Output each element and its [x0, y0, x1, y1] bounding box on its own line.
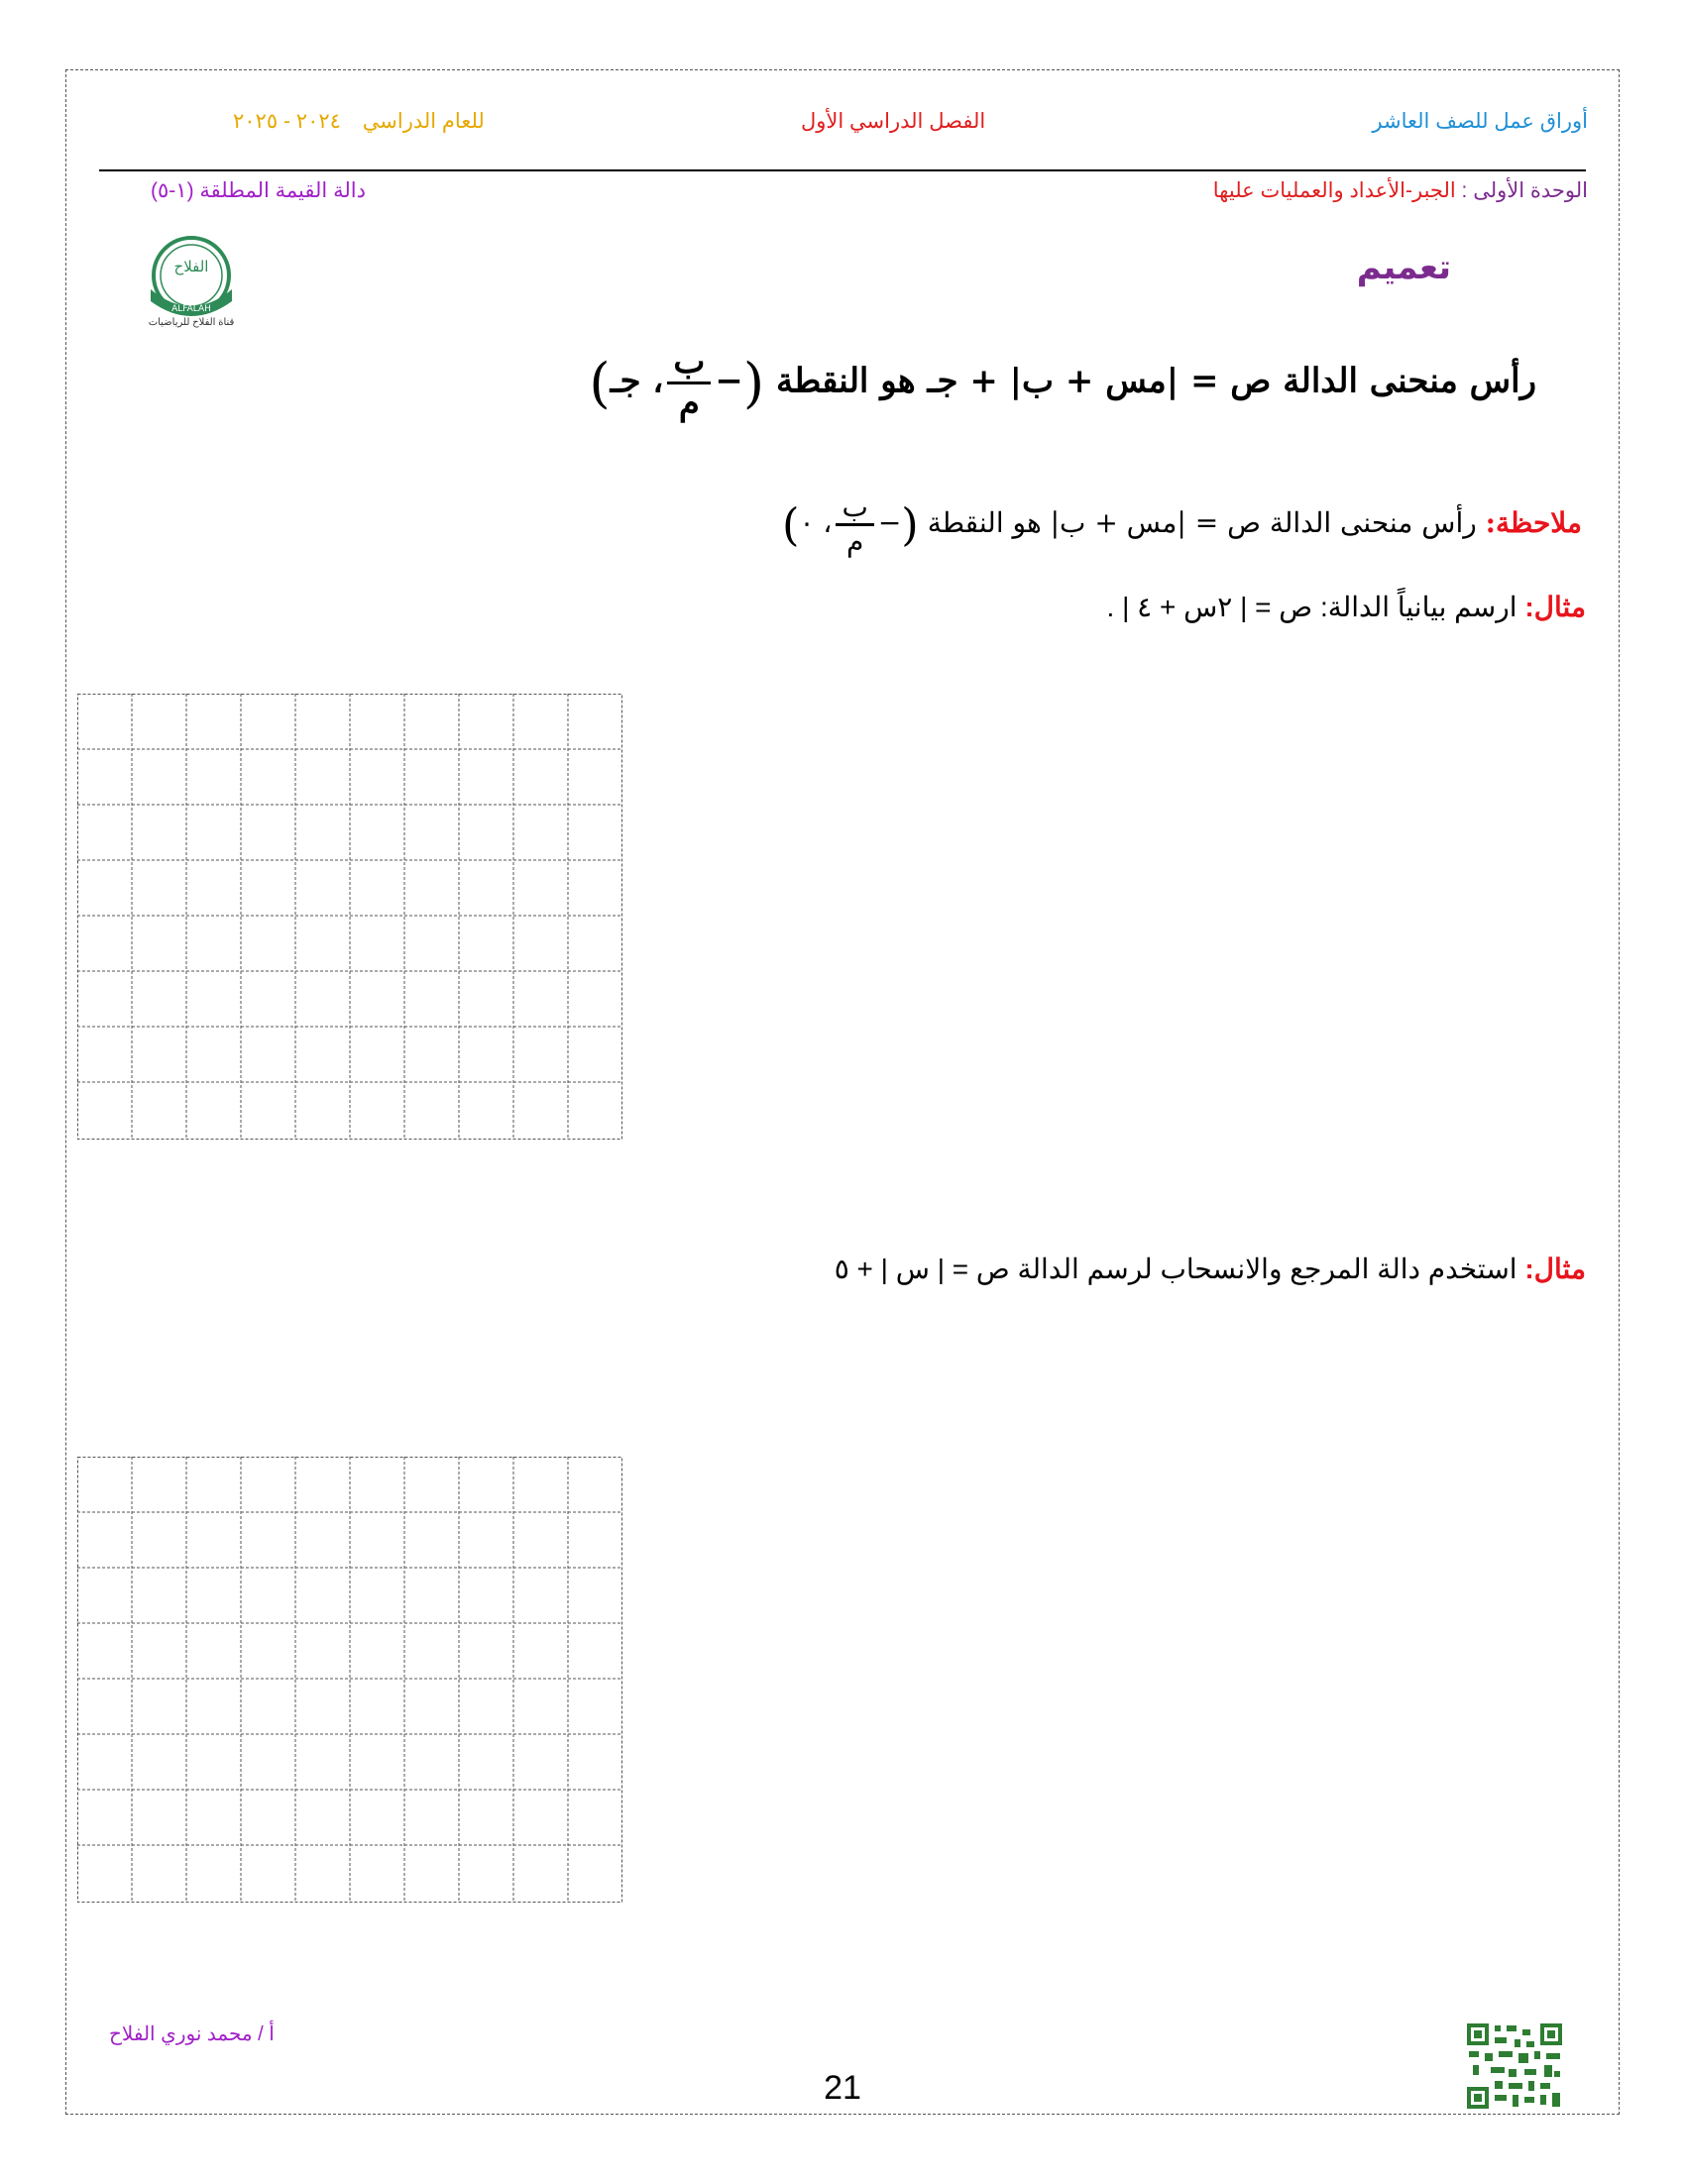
- header-year-range: ٢٠٢٤ - ٢٠٢٥: [233, 110, 341, 133]
- header-lesson: دالة القيمة المطلقة (١-٥): [151, 179, 366, 202]
- generalization-title: تعميم: [1356, 248, 1451, 287]
- note-second-coordinate: ، ٠: [799, 506, 833, 540]
- header-divider: [99, 169, 1586, 171]
- qr-code-icon: [1465, 2021, 1564, 2111]
- note-statement: رأس منحنى الدالة ص = |مس + ب| هو النقطة: [927, 506, 1477, 540]
- header-semester: الفصل الدراسي الأول: [801, 110, 986, 133]
- example-2: [835, 1253, 1586, 1285]
- note-fraction: [836, 491, 873, 558]
- example-2-label: مثال:: [1524, 1254, 1586, 1284]
- logo-caption: قناة الفلاح للرياضيات: [148, 317, 235, 328]
- note-block: [782, 491, 1582, 558]
- open-paren: (: [742, 352, 765, 415]
- fraction-numerator: ب: [667, 343, 711, 384]
- header-year-label: للعام الدراسي: [362, 110, 485, 133]
- logo-en-text: ALFALAH: [171, 304, 211, 314]
- fraction-numerator: ب: [836, 491, 873, 526]
- fraction-denominator: م: [678, 383, 700, 424]
- close-paren: ): [589, 352, 611, 415]
- generalization-statement: رأس منحنى الدالة ص = |مس + ب| + جـ هو النقطة: [775, 361, 1536, 401]
- example-1-label: مثال:: [1524, 592, 1586, 622]
- author-name: أ / محمد نوري الفلاح: [109, 2023, 275, 2045]
- example-1-text: ارسم بيانياً الدالة: ص = | ٢س + ٤ | .: [1106, 592, 1517, 622]
- graph-grid-2[interactable]: [77, 1457, 622, 1903]
- header-academic-year: [233, 109, 485, 134]
- generalization-fraction: [667, 343, 711, 423]
- example-2-text: استخدم دالة المرجع والانسحاب لرسم الدالة ص = | س | + ٥: [834, 1254, 1517, 1284]
- generalization-rule: [589, 343, 1536, 423]
- unit-label: الوحدة الأولى :: [1455, 179, 1588, 202]
- fraction-denominator: م: [845, 525, 864, 559]
- page-number: 21: [824, 2069, 861, 2107]
- header-unit: [1213, 178, 1588, 203]
- open-paren: (: [901, 498, 919, 552]
- generalization-sign: −: [715, 361, 743, 401]
- example-1: [1107, 591, 1586, 623]
- note-label: ملاحظة:: [1485, 506, 1582, 540]
- graph-grid-1[interactable]: [77, 694, 622, 1140]
- alfalah-logo: [145, 232, 238, 325]
- close-paren: ): [782, 498, 800, 552]
- header-worksheet-title: أوراق عمل للصف العاشر: [1372, 110, 1588, 133]
- generalization-second-coordinate: ، جـ: [610, 361, 664, 401]
- note-sign: −: [877, 506, 902, 540]
- unit-topic: الجبر-الأعداد والعمليات عليها: [1212, 179, 1456, 202]
- logo-ar-text: الفلاح: [173, 258, 209, 275]
